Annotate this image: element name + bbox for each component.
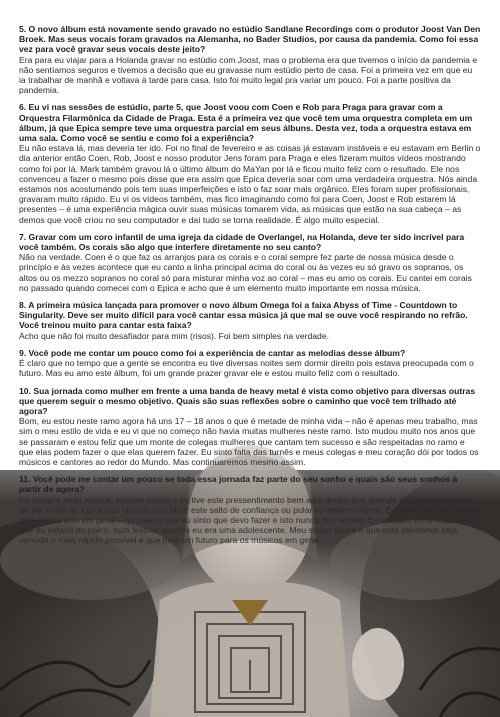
- qa-block-9: [19, 348, 481, 379]
- answer-9: É claro que no tempo que a gente se encontra eu tive diversas noites sem dormir direito pois estava preocupada com o futuro. Mas eu amo este álbum, foi um grande prazer gravar ele e estou muito feliz com o resultado.: [19, 358, 474, 379]
- question-8: 8. A primeira música lançada para promover o novo álbum Omega foi a faixa Abyss of Time - Countdown to Singularity. Deve ser muito difícil para você cantar essa música já que mal se ouve você respirando no refrão. Você treinou muito para cantar esta faixa?: [19, 300, 468, 331]
- answer-10: Bom, eu estou neste ramo agora há uns 17 – 18 anos o que é metade de minha vida – não é apenas meu trabalho, mas sim o meu estilo de vida e eu vi que no começo não havia muitas mulheres neste ramo. Isto mudou muito nos anos que se passaram e estou feliz que um monte de colegas mulheres que cantam tem sucesso e são respeitadas no ramo e que elas podem fazer o que elas querem fazer. Eu sinto falta das turnês e meus colegas e meu coração dói por todos os músicos e cantores ao redor do Mundo. Mas continuaremos mesmo assim.: [19, 416, 479, 467]
- question-10: 10. Sua jornada como mulher em frente a uma banda de heavy metal é vista como objetivo para diversas outras que querem seguir o mesmo objetivo. Quais são suas reflexões sobre o caminho que você tem trilhado até agora?: [19, 385, 476, 416]
- question-7: 7. Gravar com um coro infantil de uma igreja da cidade de Overlangel, na Holanda, deve ter sido incrível para você também. Os corais são algo que interfere diretamente no seu canto?: [19, 231, 465, 253]
- question-11: 11. Você pode me contar um pouco se toda essa jornada faz parte do seu sonho e quais são seus sonhos à partir de agora?: [19, 474, 458, 495]
- answer-7: Não na verdade. Coen é o que faz os arranjos para os corais e o coral sempre fez parte de nossa música desde o princípio e às vezes acontece que eu canto a linha principal acima do coral ou às vezes eu só gravo os sopranos, os altos ou os mezzo sopranos no coral só para misturar minha voz ao coral – mas eu amo os corais. Eu cantei em corais no passado quando comecei com o Epica e acho que é um elemento muito importante em nossa música.: [19, 252, 472, 293]
- qa-block-6: [19, 102, 481, 224]
- answer-6: Eu não estava lá, mas deveria ter ido. Foi no final de fevereiro e as coisas já estavam instáveis e eu estavam em Berlin o dia anterior então Coen, Rob, Joost e nosso produtor Jens foram para Praga e eles fizeram muitos vídeos mostrando como foi por lá. Mark também gravou lá o último álbum do MaYan por lá e ficou muito feliz com o resultado. Ele nos convenceu a fazer o mesmo pois disse que era assim que Epica deveria soar com uma verdadeira orquestra. Nós ainda estamos nos acostumando pois tem suas imperfeições e isto o faz soar mais orgânico. Eles foram super profissionais, gravaram muito rápido. Eu vi os vídeos também, mas fico imaginando como foi para Coen, Joost e Rob estarem lá presentes – é uma experiência mágica ouvir suas músicas tomarem vida, as músicas que estão na sua cabeça – as demos que você criou no seu computador e daí tudo se torna realidade. É algo muito especial.: [19, 143, 481, 225]
- question-9: 9. Você pode me contar um pouco como foi a experiência de cantar as melodias desse álbum?: [19, 347, 406, 358]
- qa-block-8: [19, 300, 481, 341]
- qa-block-7: [19, 232, 481, 293]
- qa-block-5: [19, 24, 481, 95]
- answer-5: Era para eu viajar para a Holanda gravar no estúdio com Joost, mas o problema era que tivemos o início da pandemia e não sentíamos seguros e tivemos a decisão que eu gravasse num estúdio perto de casa. Foi a primeira vez em que eu ia trabalhar de manhã e voltava à tarde para casa. Isto foi muito legal pra variar um pouco. Foi a parte positiva da pandemia.: [19, 54, 478, 96]
- answer-8: Acho que não foi muito desafiador para mim (risos). Foi bem simples na verdade.: [19, 330, 329, 341]
- qa-block-11: [19, 474, 481, 545]
- qa-block-10: [19, 386, 481, 468]
- question-5: 5. O novo álbum está novamente sendo gravado no estúdio Sandlane Recordings com o produtor Joost Van Den Broek. Mas seus vocais foram gravados na Alemanha, no Bader Studios, por causa da pandemia. Como foi essa vez para você gravar seus vocais deste jeito?: [19, 24, 481, 55]
- answer-11: Eu sempre amei música, sempre cantei e eu tive este pressentimento bem aqui dentro que quando tive a oportunidade de me juntar ao Epica que eu teria que fazer este salto de confiança ou pular no abismo (risos). É assim que meio passo pela minha vida em geral – no caso o que eu sinto que devo fazer e isto nunca deu errado. Eu também tinha esta visão que eu estaria no palco, num festival quando eu era uma adolescente. Meu sonho agora é que esta pandemia seja vencida o mais rápido possível e que haja um futuro para os músicos em geral.: [19, 494, 480, 546]
- question-6: 6. Eu vi nas sessões de estúdio, parte 5, que Joost voou com Coen e Rob para Praga para gravar com a Orquestra Filarmônica da Cidade de Praga. Esta é a primeira vez que você tem uma orquestra completa em um álbum, já que Epica sempre teve uma orquestra parcial em seus álbuns. Desta vez, toda a orquestra estava em uma sala. Como você se sentiu e como foi a experiência?: [19, 102, 473, 144]
